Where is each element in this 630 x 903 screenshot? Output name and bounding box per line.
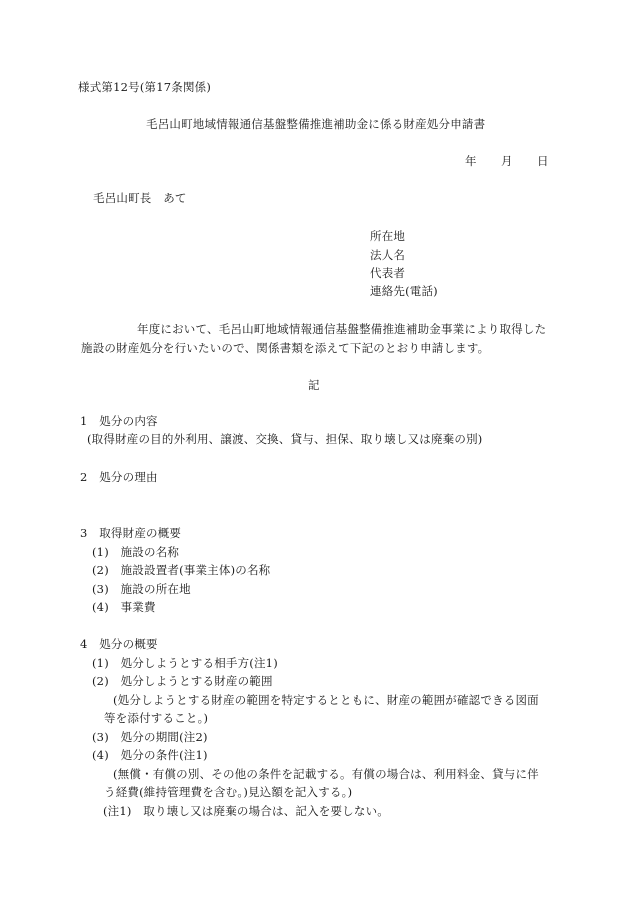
section1-note: (取得財産の目的外利用、譲渡、交換、貸与、担保、取り壊し又は廃棄の別) [87,432,483,446]
applicant-contact-label: 連絡先(電話) [370,284,438,298]
section4-heading: 4 処分の概要 [80,637,158,651]
section3-heading: 3 取得財産の概要 [80,526,182,540]
section4-item-4-note-line2: う経費(維持管理費を含む。)見込額を記入する。) [104,785,353,799]
section3-item-3: (3) 施設の所在地 [92,582,191,596]
section4-item-4-note-line1: (無償・有償の別、その他の条件を記載する。有償の場合は、利用料金、貸与に伴 [113,767,539,781]
applicant-corporation-label: 法人名 [370,248,406,262]
ki-heading: 記 [308,378,320,392]
section4-item-2-note-line2: 等を添付すること。) [104,711,209,725]
date-year-label: 年 [465,154,477,168]
section4-item-4: (4) 処分の条件(注1) [92,748,208,762]
document-title: 毛呂山町地域情報通信基盤整備推進補助金に係る財産処分申請書 [146,117,486,131]
date-day-label: 日 [537,154,549,168]
section3-item-2: (2) 施設設置者(事業主体)の名称 [92,563,271,577]
body-text-line2: 施設の財産処分を行いたいので、関係書類を添えて下記のとおり申請します。 [81,341,490,355]
section3-item-4: (4) 事業費 [92,600,156,614]
body-text-line1: 年度において、毛呂山町地域情報通信基盤整備推進補助金事業により取得した [137,322,547,336]
applicant-address-label: 所在地 [370,229,406,243]
section4-item-2: (2) 処分しようとする財産の範囲 [92,674,273,688]
date-month-label: 月 [501,154,513,168]
section1-heading: 1 処分の内容 [80,414,158,428]
addressee: 毛呂山町長 あて [93,191,187,205]
section4-item-2-note-line1: (処分しようとする財産の範囲を特定するとともに、財産の範囲が確認できる図面 [113,693,539,707]
applicant-representative-label: 代表者 [370,266,406,280]
section4-item-3: (3) 処分の期間(注2) [92,730,208,744]
section2-heading: 2 処分の理由 [80,470,158,484]
form-number: 様式第12号(第17条関係) [78,80,212,94]
section3-item-1: (1) 施設の名称 [92,545,180,559]
footnote-1: (注1) 取り壊し又は廃棄の場合は、記入を要しない。 [103,804,389,818]
section4-item-1: (1) 処分しようとする相手方(注1) [92,656,278,670]
